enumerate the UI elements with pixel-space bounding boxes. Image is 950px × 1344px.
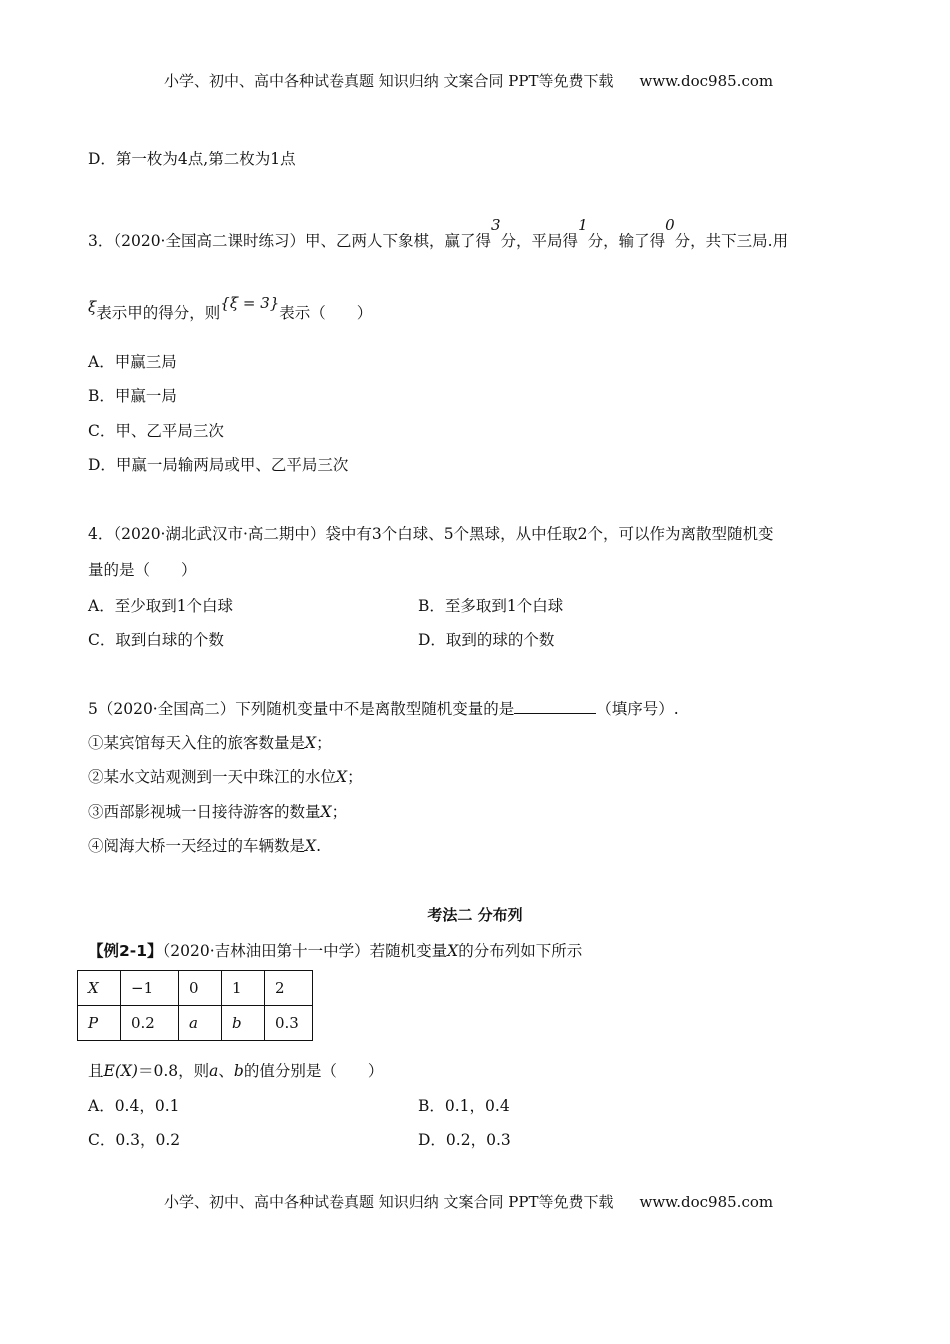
- q3-stem-line2: ξ表示甲的得分，则{ξ = 3}表示（ ）: [88, 294, 373, 322]
- q4-option-c: C．取到白球的个数: [88, 631, 224, 649]
- table-cell: a: [179, 1006, 222, 1041]
- q3-option-d: D．甲赢一局输两局或甲、乙平局三次: [88, 456, 349, 474]
- q2-option-d: D．第一枚为4点,第二枚为1点: [88, 150, 296, 168]
- distribution-table: [77, 970, 313, 1041]
- q5-item-1: ①某宾馆每天入住的旅客数量是X；: [88, 734, 332, 752]
- xi-symbol: ξ: [88, 298, 97, 316]
- score-lose: 0: [665, 216, 675, 234]
- q4-option-b: B．至多取到1个白球: [418, 597, 564, 615]
- q5-item-3: ③西部影视城一日接待游客的数量X；: [88, 803, 348, 821]
- table-row: [78, 971, 313, 1006]
- ex21-option-a: A．0.4，0.1: [88, 1097, 180, 1115]
- q5-stem: 5（2020·全国高二）下列随机变量中不是离散型随机变量的是 （填序号）.: [88, 700, 679, 718]
- footer-url[interactable]: www.doc985.com: [639, 1193, 774, 1211]
- table-cell: 0.3: [265, 1006, 313, 1041]
- event-expression: {ξ = 3}: [220, 294, 280, 312]
- section-title: 考法二 分布列: [427, 906, 523, 924]
- table-cell: X: [78, 971, 121, 1006]
- ex21-option-d: D．0.2，0.3: [418, 1131, 511, 1149]
- page-header: [164, 70, 773, 91]
- table-cell: b: [222, 1006, 265, 1041]
- example-tag: 【例2-1】: [88, 942, 163, 960]
- table-cell: 2: [265, 971, 313, 1006]
- q3-stem-line1: 3．（2020·全国高二课时练习）甲、乙两人下象棋，赢了得3分，平局得1分，输了得0分，共下三局.用: [88, 216, 789, 250]
- header-url[interactable]: www.doc985.com: [639, 72, 774, 90]
- score-draw: 1: [578, 216, 588, 234]
- ex21-option-c: C．0.3，0.2: [88, 1131, 181, 1149]
- q4-stem-line2: 量的是（ ）: [88, 561, 197, 579]
- q5-item-4: ④阅海大桥一天经过的车辆数是X.: [88, 837, 321, 855]
- q3-option-b: B．甲赢一局: [88, 387, 177, 405]
- q4-stem-line1: 4．（2020·湖北武汉市·高二期中）袋中有3个白球、5个黑球，从中任取2个，可以作为离散型随机变: [88, 525, 774, 543]
- header-text: 小学、初中、高中各种试卷真题 知识归纳 文案合同 PPT等免费下载: [164, 72, 614, 90]
- answer-blank[interactable]: [514, 699, 596, 714]
- page-footer: [164, 1191, 773, 1212]
- score-win: 3: [491, 216, 501, 234]
- q4-option-a: A．至少取到1个白球: [88, 597, 234, 615]
- example-2-1-condition: 且E(X)＝0.8，则a、b的值分别是（ ）: [88, 1062, 384, 1080]
- ex21-option-b: B．0.1，0.4: [418, 1097, 510, 1115]
- q3-option-a: A．甲赢三局: [88, 353, 177, 371]
- table-cell: 1: [222, 971, 265, 1006]
- table-cell: P: [78, 1006, 121, 1041]
- q3-option-c: C．甲、乙平局三次: [88, 422, 224, 440]
- table-row: [78, 1006, 313, 1041]
- table-cell: 0: [179, 971, 222, 1006]
- table-cell: −1: [121, 971, 179, 1006]
- table-cell: 0.2: [121, 1006, 179, 1041]
- footer-text: 小学、初中、高中各种试卷真题 知识归纳 文案合同 PPT等免费下载: [164, 1193, 614, 1211]
- q5-item-2: ②某水文站观测到一天中珠江的水位X；: [88, 768, 363, 786]
- example-2-1-stem: 【例2-1】（2020·吉林油田第十一中学）若随机变量X的分布列如下所示: [88, 942, 583, 960]
- q4-option-d: D．取到的球的个数: [418, 631, 555, 649]
